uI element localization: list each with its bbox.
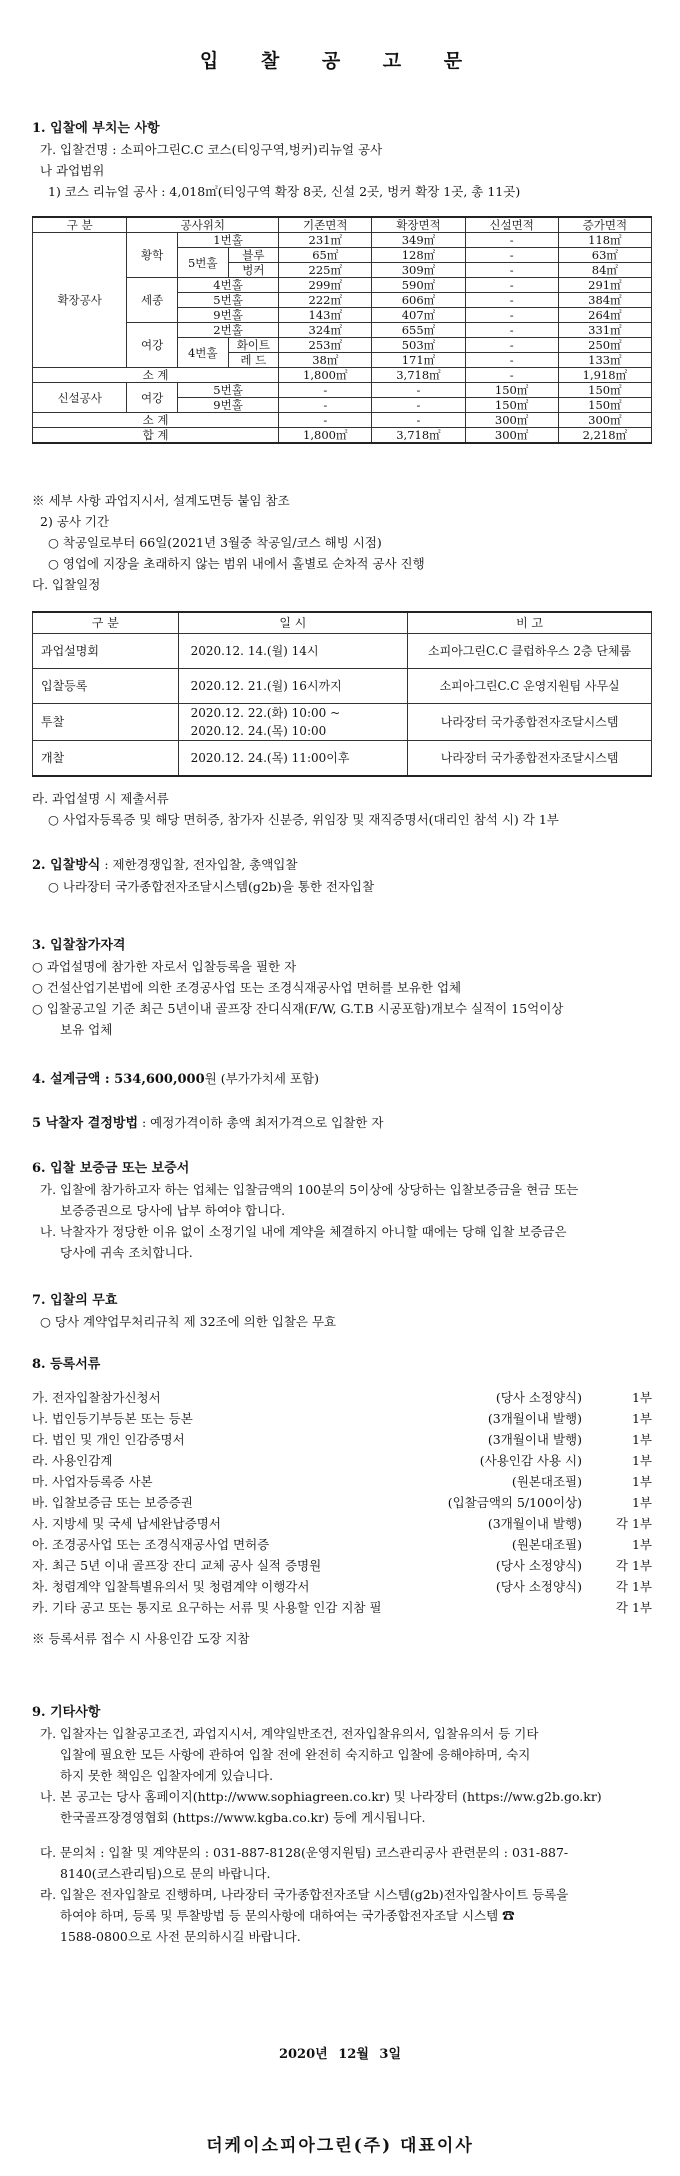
doc-type: (원본대조필) xyxy=(511,1474,582,1489)
table-cell: - xyxy=(279,383,372,398)
table-cell: 606㎡ xyxy=(372,293,465,308)
table-cell: 300㎡ xyxy=(465,428,558,444)
table-cell: 150㎡ xyxy=(465,383,558,398)
table-cell: 407㎡ xyxy=(372,308,465,323)
section-9-heading: 9. 기타사항 xyxy=(32,1705,101,1720)
doc-type xyxy=(412,1597,582,1618)
table-cell: 309㎡ xyxy=(372,263,465,278)
table-cell: 9번홀 xyxy=(177,398,278,413)
doc-name: 카. 기타 공고 또는 통지로 요구하는 서류 및 사용할 인감 지참 필 xyxy=(32,1600,382,1615)
table-cell: 300㎡ xyxy=(465,413,558,428)
list-item xyxy=(32,1450,652,1471)
section-8-heading: 8. 등록서류 xyxy=(32,1357,101,1372)
doc-qty: 각 1부 xyxy=(615,1579,652,1594)
table-cell: - xyxy=(465,263,558,278)
doc-qty: 1부 xyxy=(631,1411,652,1426)
doc-name: 바. 입찰보증금 또는 보증증권 xyxy=(32,1495,193,1510)
section-9-text: 가. 입찰자는 입찰공고조건, 과업지시서, 계약일반조건, 전자입찰유의서, 입찰유의서 등 기타 xyxy=(40,1726,539,1741)
list-item xyxy=(32,1408,652,1429)
table-cell: 과업설명회 xyxy=(33,634,179,669)
table-cell: 소피아그린C.C 운영지원팀 사무실 xyxy=(408,669,652,704)
table-cell: - xyxy=(465,353,558,368)
table-cell: 9번홀 xyxy=(177,308,278,323)
section-2-heading: 2. 입찰방식 xyxy=(32,858,101,873)
submission-label: 라. 과업설명 시 제출서류 xyxy=(32,791,169,806)
table-cell: 5번홀 xyxy=(177,383,278,398)
section-9-text: 하지 못한 책임은 입찰자에게 있습니다. xyxy=(60,1768,274,1783)
document-list xyxy=(32,1387,652,1649)
schedule-time: 2020.12. 24.(목) 10:00 xyxy=(190,724,327,738)
table-cell: 2020.12. 24.(목) 11:00이후 xyxy=(178,741,408,777)
table-cell: 250㎡ xyxy=(558,338,651,353)
table-cell: 291㎡ xyxy=(558,278,651,293)
qualification-item: ○ 건설산업기본법에 의한 조경공사업 또는 조경식재공사업 면허를 보유한 업체 xyxy=(32,980,462,995)
section-5-text: : 예정가격이하 총액 최저가격으로 입찰한 자 xyxy=(138,1115,384,1130)
doc-type: (3개월이내 발행) xyxy=(487,1516,582,1531)
table-cell: 222㎡ xyxy=(279,293,372,308)
doc-name: 사. 지방세 및 국세 납세완납증명서 xyxy=(32,1516,221,1531)
section-9-text: 1588-0800으로 사전 문의하시길 바랍니다. xyxy=(60,1929,301,1944)
table-cell: 세종 xyxy=(127,278,178,323)
scope-table xyxy=(32,216,652,444)
doc-name: 차. 청렴계약 입찰특별유의서 및 청렴계약 이행각서 xyxy=(32,1579,310,1594)
doc-name: 다. 법인 및 개인 인감증명서 xyxy=(32,1432,185,1447)
table-row xyxy=(33,669,652,704)
table-row xyxy=(33,383,652,398)
schedule-table xyxy=(32,611,652,777)
table-cell: 118㎡ xyxy=(558,233,651,248)
table-row xyxy=(33,368,652,383)
table-cell: 투찰 xyxy=(33,704,179,741)
table-cell: 2번홀 xyxy=(177,323,278,338)
section-6-text: 가. 입찰에 참가하고자 하는 업체는 입찰금액의 100분의 5이상에 상당하는 입찰보증금을 현금 또는 xyxy=(40,1182,579,1197)
section-7 xyxy=(32,1290,652,1332)
doc-type: (원본대조필) xyxy=(511,1537,582,1552)
table-cell: 2,218㎡ xyxy=(558,428,651,444)
table-cell: 225㎡ xyxy=(279,263,372,278)
table-cell: 1,800㎡ xyxy=(279,428,372,444)
table-cell: 349㎡ xyxy=(372,233,465,248)
period-item-a: ○ 착공일로부터 66일(2021년 3월중 착공일/코스 해빙 시점) xyxy=(48,535,382,550)
doc-qty: 1부 xyxy=(631,1495,652,1510)
table-cell: 143㎡ xyxy=(279,308,372,323)
table-cell: 5번홀 xyxy=(177,293,278,308)
page-title: 입 찰 공 고 문 xyxy=(199,50,481,72)
table-cell: 4번홀 xyxy=(177,338,228,368)
table-header: 신설면적 xyxy=(465,217,558,233)
qualification-item: ○ 과업설명에 참가한 자로서 입찰등록을 필한 자 xyxy=(32,959,297,974)
list-item xyxy=(32,1597,652,1618)
table-cell: 소피아그린C.C 클럽하우스 2층 단체룸 xyxy=(408,634,652,669)
qualification-item: 보유 업체 xyxy=(60,1022,113,1037)
table-cell: 324㎡ xyxy=(279,323,372,338)
doc-type: (당사 소정양식) xyxy=(495,1579,582,1594)
table-cell: 150㎡ xyxy=(558,398,651,413)
doc-type: (당사 소정양식) xyxy=(495,1390,582,1405)
table-row xyxy=(33,634,652,669)
table-cell: 38㎡ xyxy=(279,353,372,368)
table-cell: 신설공사 xyxy=(33,383,127,413)
table-row xyxy=(33,233,652,248)
section-8 xyxy=(32,1354,652,1375)
doc-note: ※ 등록서류 접수 시 사용인감 도장 지참 xyxy=(32,1631,250,1646)
table-cell: 소 계 xyxy=(33,413,279,428)
list-note xyxy=(32,1628,652,1649)
table-header-row xyxy=(33,612,652,634)
table-cell: 확장공사 xyxy=(33,233,127,368)
qualification-item: ○ 입찰공고일 기준 최근 5년이내 골프장 잔디식재(F/W, G.T.B 시공포함)개보수 실적이 15억이상 xyxy=(32,1001,564,1016)
table-cell: - xyxy=(279,413,372,428)
table-cell: 253㎡ xyxy=(279,338,372,353)
table-cell: 299㎡ xyxy=(279,278,372,293)
company-signature: 더케이소피아그린(주) 대표이사 xyxy=(206,2136,474,2156)
note-detail: ※ 세부 사항 과업지시서, 설계도면등 붙임 참조 xyxy=(32,493,290,508)
list-item xyxy=(32,1513,652,1534)
section-9-text: 한국골프장경영협회 (https://www.kgba.co.kr) 등에 게시됩니다. xyxy=(60,1810,426,1825)
table-cell: - xyxy=(279,398,372,413)
submission-item: ○ 사업자등록증 및 해당 면허증, 참가자 신분증, 위임장 및 재직증명서(대리인 참석 시) 각 1부 xyxy=(48,812,559,827)
section-9-text: 다. 문의처 : 입찰 및 계약문의 : 031-887-8128(운영지원팀) 코스관리공사 관련문의 : 031-887- xyxy=(40,1845,569,1860)
period-label: 2) 공사 기간 xyxy=(40,514,110,529)
table-cell: 여강 xyxy=(127,323,178,368)
list-item xyxy=(32,1387,652,1408)
table-cell: 2020.12. 21.(월) 16시까지 xyxy=(178,669,408,704)
table-cell: 3,718㎡ xyxy=(372,428,465,444)
table-cell: 합 계 xyxy=(33,428,279,444)
section-2 xyxy=(32,854,652,897)
section-1-notes xyxy=(32,490,652,595)
table-row xyxy=(33,413,652,428)
section-4 xyxy=(32,1068,652,1090)
doc-qty: 1부 xyxy=(631,1390,652,1405)
table-cell: 2020.12. 14.(월) 14시 xyxy=(178,634,408,669)
table-cell: 3,718㎡ xyxy=(372,368,465,383)
doc-qty: 1부 xyxy=(631,1432,652,1447)
table-cell: 소 계 xyxy=(33,368,279,383)
table-header: 일 시 xyxy=(178,612,408,634)
doc-name: 자. 최근 5년 이내 골프장 잔디 교체 공사 실적 증명원 xyxy=(32,1558,322,1573)
table-header: 비 고 xyxy=(408,612,652,634)
table-header: 증가면적 xyxy=(558,217,651,233)
table-cell: - xyxy=(465,278,558,293)
table-cell: 150㎡ xyxy=(465,398,558,413)
schedule-time: 2020.12. 22.(화) 10:00 ~ xyxy=(190,706,341,720)
section-2-item: ○ 나라장터 국가종합전자조달시스템(g2b)을 통한 전자입찰 xyxy=(48,879,375,894)
bid-name: 가. 입찰건명 : 소피아그린C.C 코스(티잉구역,벙커)리뉴얼 공사 xyxy=(40,142,383,157)
table-cell: 여강 xyxy=(127,383,178,413)
section-7-heading: 7. 입찰의 무효 xyxy=(32,1293,118,1308)
section-9-text: 나. 본 공고는 당사 홈페이지(http://www.sophiagreen.co.kr) 및 나라장터 (https://ww.g2b.go.kr) xyxy=(40,1789,602,1804)
section-6 xyxy=(32,1158,652,1263)
table-cell: 1번홀 xyxy=(177,233,278,248)
table-cell: 84㎡ xyxy=(558,263,651,278)
doc-name: 가. 전자입찰참가신청서 xyxy=(32,1390,161,1405)
section-4-heading: 4. 설계금액 : 534,600,000 xyxy=(32,1072,205,1087)
table-cell: - xyxy=(372,413,465,428)
section-6-text: 당사에 귀속 조치합니다. xyxy=(60,1245,193,1260)
table-cell: 300㎡ xyxy=(558,413,651,428)
doc-qty: 각 1부 xyxy=(615,1558,652,1573)
table-cell: 63㎡ xyxy=(558,248,651,263)
table-cell: 황학 xyxy=(127,233,178,278)
section-9 xyxy=(32,1702,652,1947)
scope-item-1: 1) 코스 리뉴얼 공사 : 4,018㎡(티잉구역 확장 8곳, 신설 2곳, 벙커 확장 1곳, 총 11곳) xyxy=(48,184,521,199)
section-5 xyxy=(32,1112,652,1134)
table-cell: 나라장터 국가종합전자조달시스템 xyxy=(408,704,652,741)
table-cell: 입찰등록 xyxy=(33,669,179,704)
list-item xyxy=(32,1471,652,1492)
table-header: 확장면적 xyxy=(372,217,465,233)
table-cell: 벙커 xyxy=(228,263,279,278)
table-cell: - xyxy=(465,323,558,338)
doc-type: (당사 소정양식) xyxy=(495,1558,582,1573)
doc-name: 라. 사용인감계 xyxy=(32,1453,113,1468)
list-item xyxy=(32,1429,652,1450)
doc-qty: 1부 xyxy=(631,1453,652,1468)
table-cell: 171㎡ xyxy=(372,353,465,368)
table-row xyxy=(33,704,652,741)
table-header-row xyxy=(33,217,652,233)
doc-qty: 1부 xyxy=(631,1537,652,1552)
list-item xyxy=(32,1534,652,1555)
section-3 xyxy=(32,935,652,1040)
table-cell: - xyxy=(372,398,465,413)
section-6-text: 나. 낙찰자가 정당한 이유 없이 소정기일 내에 계약을 체결하지 아니할 때에는 당해 입찰 보증금은 xyxy=(40,1224,567,1239)
table-cell: 1,800㎡ xyxy=(279,368,372,383)
table-header: 구 분 xyxy=(33,217,127,233)
table-cell: 블루 xyxy=(228,248,279,263)
doc-name: 마. 사업자등록증 사본 xyxy=(32,1474,153,1489)
table-cell: 나라장터 국가종합전자조달시스템 xyxy=(408,741,652,777)
doc-qty: 각 1부 xyxy=(615,1600,652,1615)
section-2-text: : 제한경쟁입찰, 전자입찰, 총액입찰 xyxy=(100,857,298,872)
period-item-b: ○ 영업에 지장을 초래하지 않는 범위 내에서 홀별로 순차적 공사 진행 xyxy=(48,556,425,571)
table-cell: 화이트 xyxy=(228,338,279,353)
section-1-heading: 1. 입찰에 부치는 사항 xyxy=(32,121,160,136)
section-6-text: 보증증권으로 당사에 납부 하여야 합니다. xyxy=(60,1203,286,1218)
table-cell: 5번홀 xyxy=(177,248,228,278)
table-cell: 503㎡ xyxy=(372,338,465,353)
section-4-text: 원 (부가가치세 포함) xyxy=(204,1071,319,1086)
schedule-label: 다. 입찰일정 xyxy=(32,577,101,592)
table-cell: 384㎡ xyxy=(558,293,651,308)
table-cell xyxy=(178,704,408,741)
table-row xyxy=(33,741,652,777)
doc-name: 아. 조경공사업 또는 조경식재공사업 면허증 xyxy=(32,1537,270,1552)
section-9-text: 8140(코스관리팀)으로 문의 바랍니다. xyxy=(60,1866,271,1881)
table-cell: - xyxy=(465,233,558,248)
table-cell: - xyxy=(465,308,558,323)
doc-qty: 각 1부 xyxy=(615,1516,652,1531)
section-5-heading: 5 낙찰자 결정방법 xyxy=(32,1116,139,1131)
table-row xyxy=(33,428,652,444)
doc-type: (입찰금액의 5/100이상) xyxy=(447,1495,582,1510)
table-cell: 590㎡ xyxy=(372,278,465,293)
list-item xyxy=(32,1492,652,1513)
table-cell: 133㎡ xyxy=(558,353,651,368)
table-cell: 128㎡ xyxy=(372,248,465,263)
table-cell: 개찰 xyxy=(33,741,179,777)
table-header: 공사위치 xyxy=(127,217,279,233)
table-cell: - xyxy=(465,248,558,263)
list-item xyxy=(32,1576,652,1597)
table-cell: - xyxy=(465,293,558,308)
section-9-text: 하여야 하며, 등록 및 투찰방법 등 문의사항에 대하여는 국가종합전자조달 시스템 ☎ xyxy=(60,1908,515,1923)
section-1 xyxy=(32,118,652,202)
table-header: 기존면적 xyxy=(279,217,372,233)
section-9-text: 라. 입찰은 전자입찰로 진행하며, 나라장터 국가종합전자조달 시스템(g2b)전자입찰사이트 등록을 xyxy=(40,1887,569,1902)
list-item xyxy=(32,1555,652,1576)
section-9-text: 입찰에 필요한 모든 사항에 관하여 입찰 전에 완전히 숙지하고 입찰에 응해야하며, 숙지 xyxy=(60,1747,531,1762)
doc-name: 나. 법인등기부등본 또는 등본 xyxy=(32,1411,193,1426)
table-cell: 4번홀 xyxy=(177,278,278,293)
table-cell: 655㎡ xyxy=(372,323,465,338)
section-7-text: ○ 당사 계약업무처리규칙 제 32조에 의한 입찰은 무효 xyxy=(40,1314,337,1329)
notice-date: 2020년 12월 3일 xyxy=(278,2047,402,2062)
doc-qty: 1부 xyxy=(631,1474,652,1489)
table-cell: 150㎡ xyxy=(558,383,651,398)
doc-type: (3개월이내 발행) xyxy=(487,1432,582,1447)
doc-type: (사용인감 사용 시) xyxy=(479,1453,582,1468)
table-cell: - xyxy=(465,368,558,383)
section-3-heading: 3. 입찰참가자격 xyxy=(32,938,126,953)
section-6-heading: 6. 입찰 보증금 또는 보증서 xyxy=(32,1161,190,1176)
table-cell: 264㎡ xyxy=(558,308,651,323)
table-cell: - xyxy=(465,338,558,353)
table-cell: 331㎡ xyxy=(558,323,651,338)
table-cell: 1,918㎡ xyxy=(558,368,651,383)
table-cell: 레 드 xyxy=(228,353,279,368)
table-cell: 231㎡ xyxy=(279,233,372,248)
table-cell: - xyxy=(372,383,465,398)
doc-type: (3개월이내 발행) xyxy=(487,1411,582,1426)
table-cell: 65㎡ xyxy=(279,248,372,263)
section-1-docs xyxy=(32,788,652,830)
table-header: 구 분 xyxy=(33,612,179,634)
scope-label: 나 과업범위 xyxy=(40,163,105,178)
